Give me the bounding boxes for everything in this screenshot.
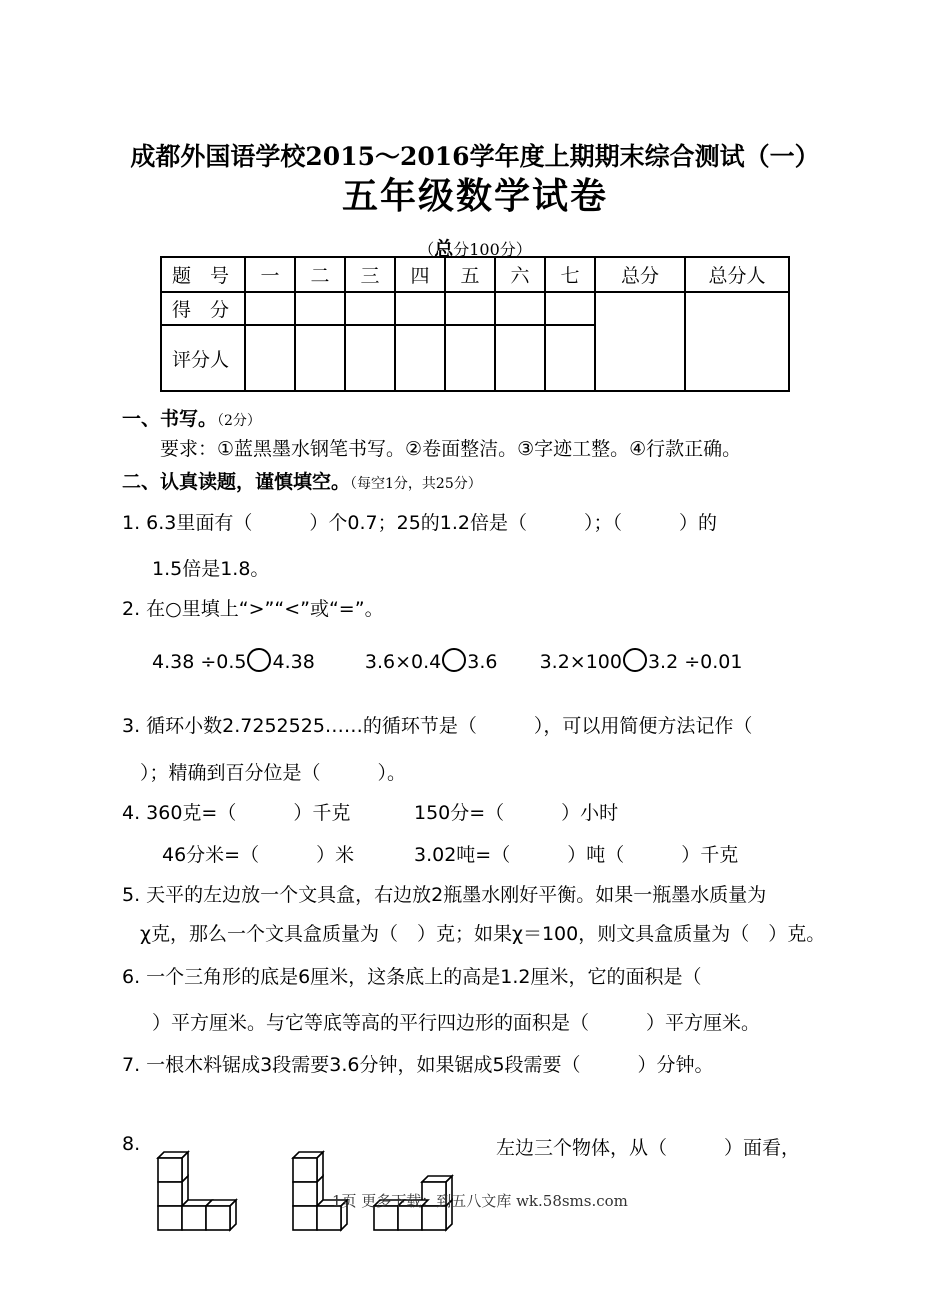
question-5-line1: 5. 天平的左边放一个文具盒，右边放2瓶墨水刚好平衡。如果一瓶墨水质量为	[122, 884, 767, 906]
totaler-cell[interactable]	[685, 292, 789, 391]
question-8-text: 左边三个物体，从（ ）面看，	[496, 1137, 801, 1159]
question-4-b: 150分=（ ）小时	[414, 802, 619, 824]
col-header: 六	[495, 257, 545, 292]
col-header: 五	[445, 257, 495, 292]
question-8-number: 8.	[122, 1133, 141, 1155]
section1-heading: 一、书写。（2分）	[122, 408, 261, 430]
row-label-score: 得 分	[161, 292, 245, 325]
score-cell[interactable]	[545, 292, 595, 325]
cube-figure-1	[150, 1150, 250, 1232]
question-2-items: 4.38 ÷0.5 4.38 3.6×0.4 3.6 3.2×100 3.2 ÷0.01	[152, 648, 742, 673]
score-cell[interactable]	[345, 292, 395, 325]
page-footer: 1页 更多下载：到五八文库 wk.58sms.com	[332, 1192, 628, 1210]
section2-heading: 二、认真读题，谨慎填空。（每空1分，共25分）	[122, 471, 482, 493]
row-label-grader: 评分人	[161, 325, 245, 391]
question-1-line1: 1. 6.3里面有（ ）个0.7；25的1.2倍是（ ）；（ ）的	[122, 512, 717, 534]
grader-cell[interactable]	[395, 325, 445, 391]
grader-cell[interactable]	[295, 325, 345, 391]
question-3-line2: ）；精确到百分位是（ ）。	[140, 762, 407, 784]
question-4-c: 46分米=（ ）米	[162, 844, 355, 866]
question-6-line1: 6. 一个三角形的底是6厘米，这条底上的高是1.2厘米，它的面积是（	[122, 966, 702, 988]
question-4-a: 4. 360克=（ ）千克	[122, 802, 351, 824]
exam-school-title: 成都外国语学校2015～2016学年度上期期末综合测试（一）	[130, 142, 820, 171]
question-7: 7. 一根木料锯成3段需要3.6分钟，如果锯成5段需要（ ）分钟。	[122, 1054, 714, 1076]
score-table	[160, 256, 790, 392]
col-header-total: 总分	[595, 257, 685, 292]
score-cell[interactable]	[245, 292, 295, 325]
grader-cell[interactable]	[245, 325, 295, 391]
row-label-number: 题 号	[161, 257, 245, 292]
grader-cell[interactable]	[345, 325, 395, 391]
question-6-line2: ）平方厘米。与它等底等高的平行四边形的面积是（ ）平方厘米。	[152, 1012, 761, 1034]
question-5-line2: χ克，那么一个文具盒质量为（ ）克；如果χ＝100，则文具盒质量为（ ）克。	[140, 923, 826, 945]
score-cell[interactable]	[395, 292, 445, 325]
col-header: 四	[395, 257, 445, 292]
exam-subject-title: 五年级数学试卷	[341, 176, 608, 217]
col-header: 一	[245, 257, 295, 292]
question-1-line2: 1.5倍是1.8。	[152, 558, 270, 580]
col-header: 七	[545, 257, 595, 292]
section1-requirement: 要求：①蓝黑墨水钢笔书写。②卷面整洁。③字迹工整。④行款正确。	[160, 438, 742, 460]
question-3-line1: 3. 循环小数2.7252525……的循环节是（ ），可以用简便方法记作（	[122, 715, 753, 737]
compare-circle[interactable]	[442, 648, 466, 672]
grader-cell[interactable]	[445, 325, 495, 391]
compare-circle[interactable]	[247, 648, 271, 672]
total-score-note: （总分100分）	[418, 238, 532, 260]
col-header: 三	[345, 257, 395, 292]
question-2-line1: 2. 在○里填上“>”“<”或“=”。	[122, 598, 384, 620]
col-header: 二	[295, 257, 345, 292]
score-cell[interactable]	[295, 292, 345, 325]
col-header-totaler: 总分人	[685, 257, 789, 292]
score-cell[interactable]	[495, 292, 545, 325]
compare-circle[interactable]	[623, 648, 647, 672]
total-score-cell[interactable]	[595, 292, 685, 391]
grader-cell[interactable]	[495, 325, 545, 391]
grader-cell[interactable]	[545, 325, 595, 391]
score-cell[interactable]	[445, 292, 495, 325]
question-4-d: 3.02吨=（ ）吨（ ）千克	[414, 844, 739, 866]
